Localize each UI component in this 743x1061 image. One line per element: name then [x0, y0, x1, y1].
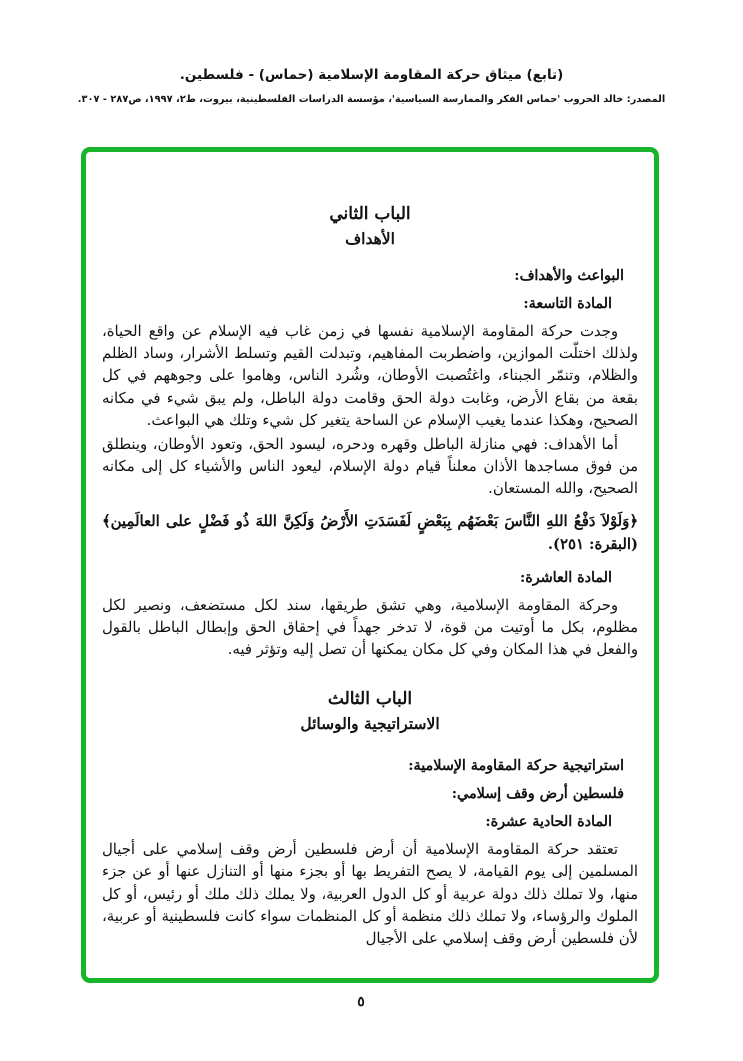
charter-text-frame	[81, 147, 659, 983]
article-eleven-body: تعتقد حركة المقاومة الإسلامية أن أرض فلسطين أرض وقف إسلامي على أجيال المسلمين إلى يوم القيامة، لا يصح التفريط بها أو بجزء منها أو التنازل عنها أو عن جزء منها، ولا تملك ذلك دولة عربية أو كل الدول العربية، ولا يملك ذلك ملك أو رئيس، أو كل الملوك والرؤساء، ولا تملك ذلك منظمة أو كل المنظمات سواء كانت فلسطينية أو عربية، لأن فلسطين أرض وقف إسلامي على الأجيال	[102, 841, 638, 948]
article-nine-body: وجدت حركة المقاومة الإسلامية نفسها في زمن غاب فيه الإسلام عن واقع الحياة، ولذلك اختلّت الموازين، واضطربت المفاهيم، وتبدلت القيم وتسلط الأشرار، وساد الظلم والظلام، وتنمّر الجبناء، واغتُصبت الأوطان، وشُرد الناس، وهاموا على وجوههم في كل بقعة من بقاع الأرض، وغابت دولة الحق وقامت دولة الباطل، ولم يبق شيء في مكانه الصحيح، وهكذا عندما يغيب الإسلام عن الساحة يتغير كل شيء وتلك هي البواعث.	[102, 323, 638, 429]
source-citation-line: المصدر: خالد الحروب 'حماس الفكر والممارسة السياسية'، مؤسسة الدراسات الفلسطينية، بيروت، ط٢، ١٩٩٧، ص٢٨٧ - ٣٠٧.	[77, 94, 666, 105]
article-ten-body: وحركة المقاومة الإسلامية، وهي تشق طريقها، سند لكل مستضعف، ونصير لكل مظلوم، بكل ما أوتيت من قوة، لا تدخر جهداً في إحقاق الحق وإبطال الباطل بالقول والفعل في هذا المكان وفي كل مكان يمكنها أن تصل إليه وتؤثر فيه.	[102, 596, 638, 659]
document-header	[0, 66, 743, 106]
article-ten-heading: المادة العاشرة:	[519, 569, 612, 586]
article-eleven-heading: المادة الحادية عشرة:	[485, 814, 612, 831]
document-title: (تابع) ميثاق حركة المقاومة الإسلامية (حماس) - فلسطين.	[179, 67, 564, 83]
chapter-two-title: الباب الثاني	[329, 204, 411, 224]
chapter-three-subtitle: الاستراتيجية والوسائل	[300, 714, 440, 734]
quran-verse: ﴿وَلَوْلاَ دَفْعُ اللهِ النَّاسَ بَعْضَهُم بِبَعْضٍ لَفَسَدَتِ الأَرْضُ وَلَكِنَّ اللهَ ذُو فَضْلٍ على العالَمِين﴾ (البقرة: ٢٥١).	[102, 512, 638, 553]
article-nine-aims-paragraph: أما الأهداف: فهي منازلة الباطل وقهره ودحره، ليسود الحق، وتعود الأوطان، وينطلق من فوق مساجدها الأذان معلناً قيام دولة الإسلام، ليعود الناس والأشياء كل إلى مكانه الصحيح، والله المستعان.	[102, 436, 638, 498]
waqf-land-heading: فلسطين أرض وقف إسلامي:	[451, 786, 624, 803]
article-nine-heading: المادة التاسعة:	[523, 296, 612, 312]
strategy-heading: استراتيجية حركة المقاومة الإسلامية:	[408, 758, 624, 775]
page-number: ٥	[357, 994, 365, 1010]
motives-and-aims-heading: البواعث والأهداف:	[514, 268, 624, 284]
chapter-three-title: الباب الثالث	[327, 689, 413, 710]
chapter-two-subtitle: الأهداف	[345, 229, 395, 248]
